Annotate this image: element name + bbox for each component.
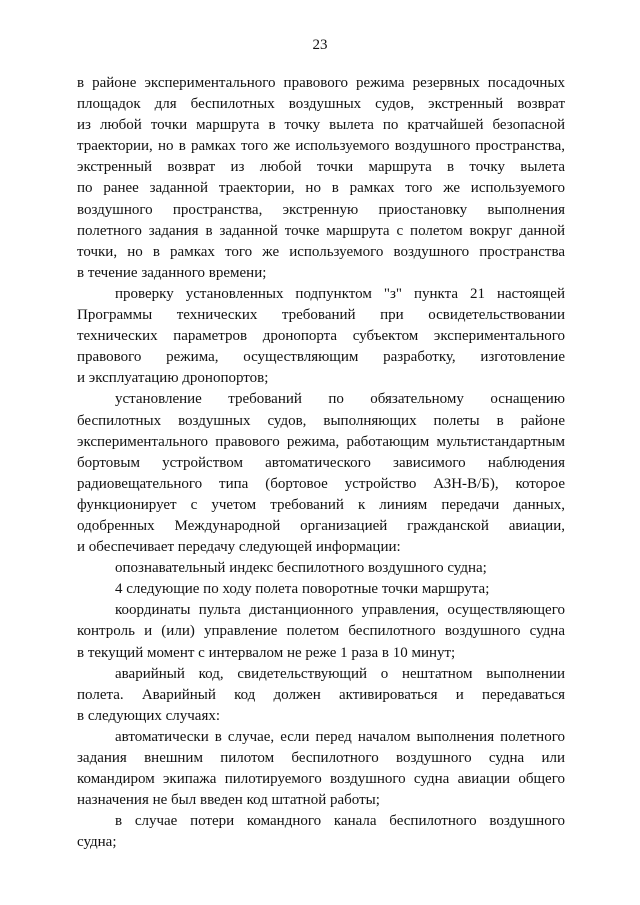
body-text [77, 73, 565, 853]
text-line: автоматически в случае, если перед началом выполнения полетного [115, 728, 565, 745]
text-line: в течение заданного времени; [77, 264, 267, 281]
text-line: полетного задания в заданной точке маршрута с полетом вокруг данной [77, 222, 565, 239]
text-line: функционирует с учетом требований к линиям передачи данных, [77, 496, 565, 513]
text-line: координаты пульта дистанционного управления, осуществляющего [115, 602, 565, 619]
text-line: из любой точки маршрута в точку вылета по кратчайшей безопасной [77, 117, 565, 134]
text-line: командиром экипажа пилотируемого воздушного судна авиации общего [77, 771, 565, 788]
text-line: аварийный код, свидетельствующий о нештатном выполнении [115, 665, 565, 682]
text-line: задания внешним пилотом беспилотного воздушного судна или [77, 750, 565, 766]
text-line: 4 следующие по ходу полета поворотные точки маршрута; [115, 581, 490, 598]
text-line: бортовым устройством автоматического зависимого наблюдения [77, 454, 565, 471]
text-line: воздушного пространства, экстренную приостановку выполнения [77, 201, 565, 218]
text-line: правового режима, осуществляющим разработку, изготовление [77, 349, 565, 366]
text-line: в следующих случаях: [77, 707, 221, 724]
text-line: полета. Аварийный код должен активироваться и передаваться [77, 686, 565, 703]
text-line: экспериментального правового режима, работающим мультистандартным [77, 433, 565, 450]
text-line: опознавательный индекс беспилотного воздушного судна; [115, 560, 487, 577]
page-number: 23 [312, 37, 328, 53]
text-line: траектории, но в рамках того же используемого воздушного пространства, [77, 138, 565, 155]
text-line: судна; [77, 834, 117, 851]
text-line: экстренный возврат из любой точки маршрута в точку вылета [77, 159, 565, 176]
text-line: площадок для беспилотных воздушных судов, экстренный возврат [77, 96, 565, 113]
text-line: назначения не был введен код штатной работы; [77, 792, 380, 809]
text-line: беспилотных воздушных судов, выполняющих полеты в районе [77, 412, 565, 429]
text-line: контроль и (или) управление полетом беспилотного воздушного судна [77, 623, 565, 640]
text-line: в районе экспериментального правового режима резервных посадочных [77, 75, 565, 91]
text-line: радиовещательного типа (бортовое устройство АЗН-В/Б), которое [77, 475, 565, 492]
text-line: точки, но в рамках того же используемого воздушного пространства [77, 243, 565, 260]
text-line: по ранее заданной траектории, но в рамках того же используемого [77, 180, 565, 197]
text-line: Программы технических требований при освидетельствовании [77, 307, 565, 324]
text-line: технических параметров дронопорта субъектом экспериментального [77, 328, 565, 345]
text-line: и эксплуатацию дронопортов; [77, 370, 269, 387]
text-line: в случае потери командного канала беспилотного воздушного [115, 813, 565, 830]
text-line: одобренных Международной организацией гражданской авиации, [77, 517, 565, 534]
text-line: в текущий момент с интервалом не реже 1 раза в 10 минут; [77, 644, 456, 661]
text-line: и обеспечивает передачу следующей информации: [77, 539, 401, 556]
text-line: установление требований по обязательному оснащению [115, 391, 565, 408]
text-line: проверку установленных подпунктом "з" пункта 21 настоящей [115, 285, 565, 302]
